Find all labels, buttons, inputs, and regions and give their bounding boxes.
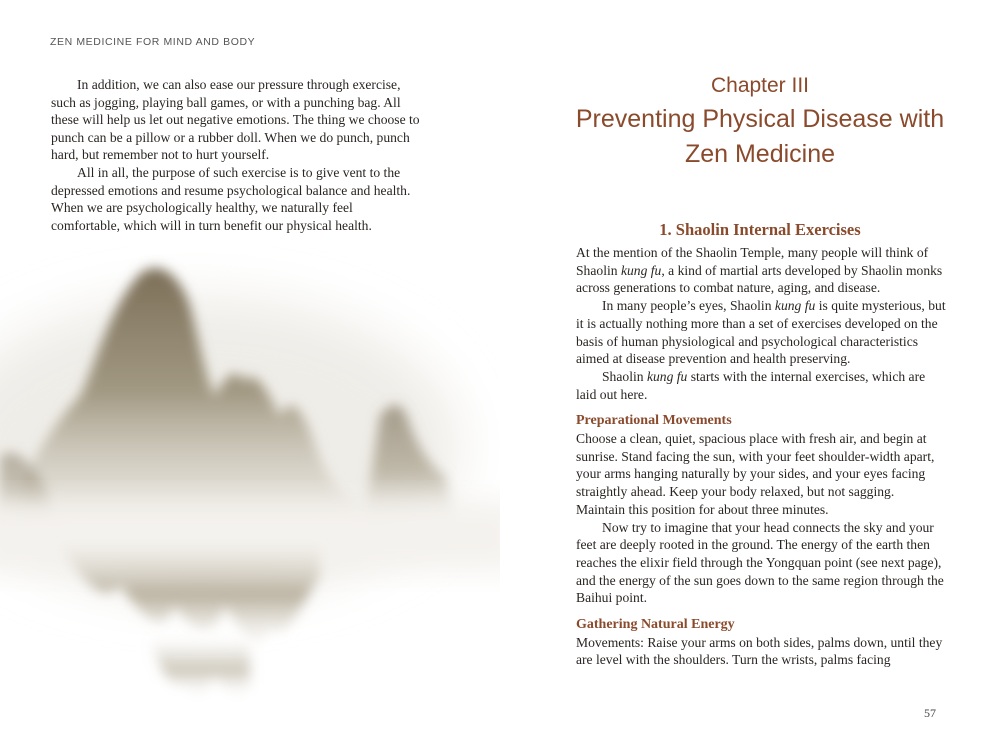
text-run: starts with the internal exercises, which are laid out here. (576, 368, 926, 402)
left-column-text (51, 76, 421, 234)
preparational-paragraph-2: Now try to imagine that your head connects the sky and your feet are deeply rooted in the ground. The energy of the earth then reaches the elixir field through the Yongquan point (see next page), and the energy of the sun goes down to the same region through the Baihui point. (576, 519, 944, 606)
subheading-preparational-movements: Preparational Movements (576, 413, 732, 429)
preparational-paragraph-1: Choose a clean, quiet, spacious place with fresh air, and begin at sunrise. Stand facing the sun, with your feet shoulder-width apart, your arms hanging naturally by your sides, and your eyes facing straightly ahead. Keep your body relaxed, but not sagging. Maintain this position for about three minutes. (576, 431, 935, 517)
italic-term: kung fu (620, 262, 662, 278)
text-run: In many people’s eyes, Shaolin (602, 298, 775, 314)
text-run: , a kind of martial arts developed by Shaolin monks across generations to combat nature, aging, and disease. (576, 262, 943, 296)
right-column-text (576, 244, 946, 669)
ink-mountain-painting (0, 246, 500, 746)
running-head: ZEN MEDICINE FOR MIND AND BODY (50, 36, 256, 48)
subheading-gathering-natural-energy: Gathering Natural Energy (576, 617, 735, 633)
text-run: At the mention of the Shaolin Temple, many people will think of Shaolin (576, 245, 929, 278)
chapter-label: Chapter III (710, 74, 810, 97)
mountain-mist-illustration (0, 246, 500, 746)
gathering-paragraph-1: Movements: Raise your arms on both sides, palms down, until they are level with the shoulders. Turn the wrists, palms facing (576, 634, 943, 668)
chapter-title-line-1: Preventing Physical Disease with (575, 105, 945, 133)
page-number: 57 (924, 706, 936, 720)
chapter-title-line-2: Zen Medicine (684, 140, 836, 168)
section-paragraph-1 (576, 244, 946, 297)
section-paragraph-2 (576, 297, 946, 368)
chapter-title (566, 102, 954, 172)
text-run: Shaolin (602, 368, 647, 384)
section-paragraph-3 (576, 368, 946, 403)
italic-term: kung fu (646, 368, 688, 384)
section-heading: 1. Shaolin Internal Exercises (659, 220, 861, 239)
left-paragraph-2: All in all, the purpose of such exercise is to give vent to the depressed emotions and resume psychological balance and health. When we are psychologically healthy, we naturally feel comfortable, which will in turn benefit our physical health. (51, 164, 411, 233)
italic-term: kung fu (774, 298, 816, 314)
text-run: is quite mysterious, but it is actually nothing more than a set of exercises developed on the basis of human physiological and psychological characteristics aimed at disease prevention and health preserving. (576, 298, 946, 367)
left-paragraph-1: In addition, we can also ease our pressure through exercise, such as jogging, playing ball games, or with a punching bag. All these will help us let out negative emotions. The thing we choose to punch can be a pillow or a rubber doll. When we do punch, punch hard, but remember not to hurt yourself. (51, 77, 420, 163)
